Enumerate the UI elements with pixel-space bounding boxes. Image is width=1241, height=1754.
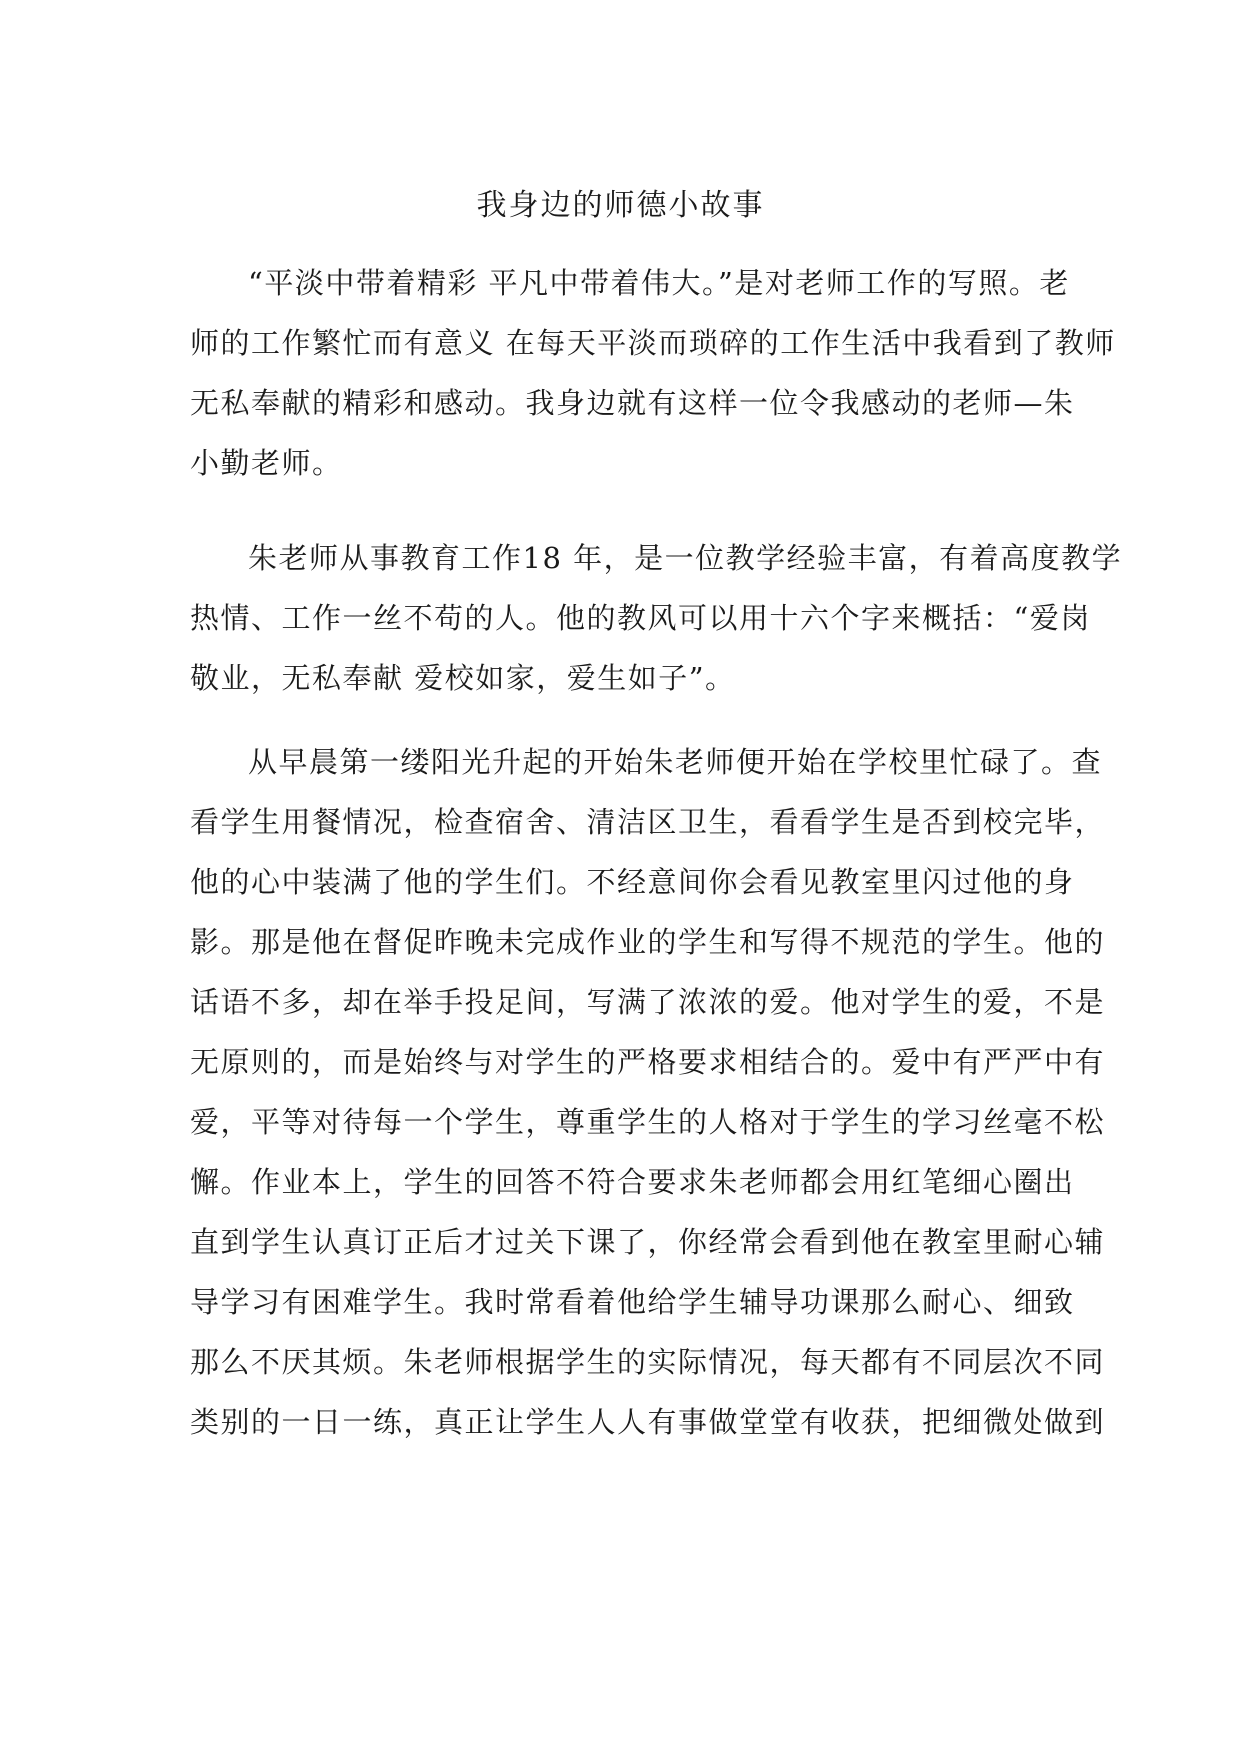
text-line: 爱，平等对待每一个学生，尊重学生的人格对于学生的学习丝毫不松: [190, 1105, 1106, 1139]
text-line: 影。那是他在督促昨晚未完成作业的学生和写得不规范的学生。他的: [190, 925, 1106, 959]
text-line: 懈。作业本上，学生的回答不符合要求朱老师都会用红笔细心圈出: [190, 1165, 1075, 1199]
text-line: 无原则的，而是始终与对学生的严格要求相结合的。爱中有严严中有: [190, 1045, 1106, 1079]
text-line: 从早晨第一缕阳光升起的开始朱老师便开始在学校里忙碌了。查: [248, 745, 1103, 779]
text-line: 直到学生认真订正后才过关下课了，你经常会看到他在教室里耐心辅: [190, 1225, 1106, 1259]
text-line: 看学生用餐情况，检查宿舍、清洁区卫生，看看学生是否到校完毕，: [190, 805, 1106, 839]
paragraph-2: [190, 528, 1123, 708]
text-line: “平淡中带着精彩 平凡中带着伟大。”是对老师工作的写照。老: [248, 266, 1070, 300]
text-line: 朱老师从事教育工作18 年，是一位教学经验丰富，有着高度教学: [248, 541, 1123, 575]
text-line: 师的工作繁忙而有意义 在每天平淡而琐碎的工作生活中我看到了教师: [190, 326, 1116, 360]
text-line: 话语不多，却在举手投足间，写满了浓浓的爱。他对学生的爱，不是: [190, 985, 1106, 1019]
text-line: 小勤老师。: [190, 446, 343, 480]
text-line: 类别的一日一练，真正让学生人人有事做堂堂有收获，把细微处做到: [190, 1405, 1106, 1439]
text-line: 无私奉献的精彩和感动。我身边就有这样一位令我感动的老师—朱: [190, 386, 1075, 420]
text-line: 他的心中装满了他的学生们。不经意间你会看见教室里闪过他的身: [190, 865, 1075, 899]
text-line: 那么不厌其烦。朱老师根据学生的实际情况，每天都有不同层次不同: [190, 1345, 1106, 1379]
text-line: 导学习有困难学生。我时常看着他给学生辅导功课那么耐心、细致: [190, 1285, 1075, 1319]
text-line: 热情、工作一丝不苟的人。他的教风可以用十六个字来概括：“爱岗: [190, 601, 1091, 635]
paragraph-3: [190, 732, 1106, 1452]
text-line: 敬业，无私奉献 爱校如家，爱生如子”。: [190, 661, 736, 695]
paragraph-1: [190, 253, 1116, 493]
document-title: 我身边的师德小故事: [476, 188, 765, 223]
